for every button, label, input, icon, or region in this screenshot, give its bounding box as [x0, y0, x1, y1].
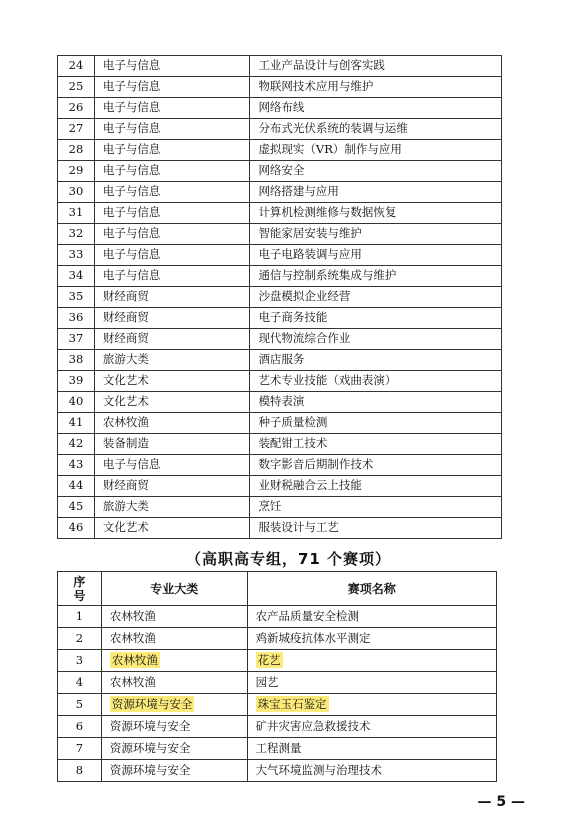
cell-number: 35 — [58, 287, 95, 308]
cell-category: 文化艺术 — [94, 518, 250, 539]
cell-number: 32 — [58, 224, 95, 245]
cell-competition-name: 园艺 — [247, 672, 496, 694]
cell-number: 44 — [58, 476, 95, 497]
table-row — [58, 140, 502, 161]
table-header-row — [58, 572, 497, 606]
highlighted-text: 农林牧渔 — [111, 652, 158, 667]
cell-number: 38 — [58, 350, 95, 371]
cell-number: 3 — [58, 650, 102, 672]
cell-number: 24 — [58, 56, 95, 77]
cell-competition-name: 通信与控制系统集成与维护 — [250, 266, 502, 287]
table-row — [58, 738, 497, 760]
table-row — [58, 672, 497, 694]
cell-category: 旅游大类 — [94, 350, 250, 371]
cell-competition-name: 模特表演 — [250, 392, 502, 413]
table-row — [58, 287, 502, 308]
highlighted-text: 资源环境与安全 — [111, 696, 193, 711]
competition-table-secondary — [57, 55, 502, 539]
cell-competition-name: 装配钳工技术 — [250, 434, 502, 455]
cell-category: 农林牧渔 — [94, 413, 250, 434]
cell-category: 电子与信息 — [94, 266, 250, 287]
header-category: 专业大类 — [101, 572, 247, 606]
cell-competition-name: 工业产品设计与创客实践 — [250, 56, 502, 77]
cell-category: 资源环境与安全 — [101, 760, 247, 782]
cell-competition-name: 数字影音后期制作技术 — [250, 455, 502, 476]
cell-category: 电子与信息 — [94, 119, 250, 140]
cell-category: 财经商贸 — [94, 308, 250, 329]
cell-category: 资源环境与安全 — [101, 716, 247, 738]
cell-number: 40 — [58, 392, 95, 413]
cell-category: 电子与信息 — [94, 140, 250, 161]
cell-category: 电子与信息 — [94, 245, 250, 266]
cell-competition-name: 业财税融合云上技能 — [250, 476, 502, 497]
table-row — [58, 329, 502, 350]
cell-competition-name: 网络搭建与应用 — [250, 182, 502, 203]
cell-number: 2 — [58, 628, 102, 650]
cell-category: 农林牧渔 — [101, 672, 247, 694]
cell-competition-name: 服装设计与工艺 — [250, 518, 502, 539]
cell-competition-name: 工程测量 — [247, 738, 496, 760]
cell-competition-name — [247, 694, 496, 716]
table-row — [58, 371, 502, 392]
table-row — [58, 716, 497, 738]
table-row — [58, 77, 502, 98]
cell-number: 41 — [58, 413, 95, 434]
cell-category: 电子与信息 — [94, 203, 250, 224]
cell-competition-name — [247, 650, 496, 672]
cell-category: 旅游大类 — [94, 497, 250, 518]
table-row — [58, 518, 502, 539]
table-row — [58, 434, 502, 455]
cell-number: 29 — [58, 161, 95, 182]
cell-competition-name: 物联网技术应用与维护 — [250, 77, 502, 98]
cell-category: 电子与信息 — [94, 182, 250, 203]
cell-competition-name: 计算机检测维修与数据恢复 — [250, 203, 502, 224]
table-row — [58, 203, 502, 224]
competition-table-higher-vocational — [57, 571, 497, 782]
cell-competition-name: 酒店服务 — [250, 350, 502, 371]
cell-number: 46 — [58, 518, 95, 539]
table-row — [58, 161, 502, 182]
cell-competition-name: 种子质量检测 — [250, 413, 502, 434]
cell-number: 4 — [58, 672, 102, 694]
cell-competition-name: 现代物流综合作业 — [250, 329, 502, 350]
cell-category: 农林牧渔 — [101, 628, 247, 650]
table-row — [58, 497, 502, 518]
table-row — [58, 56, 502, 77]
cell-category: 文化艺术 — [94, 392, 250, 413]
cell-number: 33 — [58, 245, 95, 266]
cell-competition-name: 沙盘模拟企业经营 — [250, 287, 502, 308]
cell-number: 37 — [58, 329, 95, 350]
cell-number: 8 — [58, 760, 102, 782]
cell-number: 34 — [58, 266, 95, 287]
cell-category: 电子与信息 — [94, 161, 250, 182]
table-row — [58, 392, 502, 413]
cell-category: 资源环境与安全 — [101, 738, 247, 760]
page-number: — 5 — — [477, 794, 525, 810]
cell-competition-name: 烹饪 — [250, 497, 502, 518]
cell-category: 电子与信息 — [94, 56, 250, 77]
table-row — [58, 119, 502, 140]
cell-category: 财经商贸 — [94, 287, 250, 308]
cell-number: 31 — [58, 203, 95, 224]
highlighted-text: 珠宝玉石鉴定 — [257, 696, 327, 711]
table-row — [58, 308, 502, 329]
cell-number: 5 — [58, 694, 102, 716]
cell-competition-name: 艺术专业技能（戏曲表演） — [250, 371, 502, 392]
cell-number: 30 — [58, 182, 95, 203]
cell-competition-name: 电子电路装调与应用 — [250, 245, 502, 266]
table-row — [58, 98, 502, 119]
table-row — [58, 760, 497, 782]
cell-category: 农林牧渔 — [101, 606, 247, 628]
cell-competition-name: 分布式光伏系统的装调与运维 — [250, 119, 502, 140]
cell-category: 财经商贸 — [94, 329, 250, 350]
table-row — [58, 182, 502, 203]
cell-number: 6 — [58, 716, 102, 738]
cell-competition-name: 网络安全 — [250, 161, 502, 182]
table-row — [58, 628, 497, 650]
cell-category: 财经商贸 — [94, 476, 250, 497]
cell-category: 装备制造 — [94, 434, 250, 455]
cell-competition-name: 电子商务技能 — [250, 308, 502, 329]
cell-number: 7 — [58, 738, 102, 760]
cell-number: 25 — [58, 77, 95, 98]
header-name: 赛项名称 — [247, 572, 496, 606]
cell-competition-name: 大气环境监测与治理技术 — [247, 760, 496, 782]
cell-competition-name: 农产品质量安全检测 — [247, 606, 496, 628]
cell-competition-name: 虚拟现实（VR）制作与应用 — [250, 140, 502, 161]
cell-number: 45 — [58, 497, 95, 518]
table-row — [58, 413, 502, 434]
cell-number: 39 — [58, 371, 95, 392]
cell-category: 电子与信息 — [94, 77, 250, 98]
cell-competition-name: 鸡新城疫抗体水平测定 — [247, 628, 496, 650]
table-row — [58, 606, 497, 628]
cell-number: 27 — [58, 119, 95, 140]
table-row — [58, 245, 502, 266]
table-row — [58, 224, 502, 245]
highlighted-text: 花艺 — [257, 652, 281, 667]
table-row — [58, 650, 497, 672]
header-seq — [58, 572, 102, 606]
table-row — [58, 694, 497, 716]
section-heading: （高职高专组，71 个赛项） — [185, 550, 392, 568]
cell-number: 28 — [58, 140, 95, 161]
table-row — [58, 266, 502, 287]
cell-category — [101, 694, 247, 716]
header-seq-label: 序号 — [73, 574, 86, 603]
table-row — [58, 476, 502, 497]
cell-competition-name: 网络布线 — [250, 98, 502, 119]
cell-number: 36 — [58, 308, 95, 329]
cell-competition-name: 智能家居安装与维护 — [250, 224, 502, 245]
cell-number: 26 — [58, 98, 95, 119]
cell-category: 电子与信息 — [94, 455, 250, 476]
competition-table-body — [58, 606, 497, 782]
cell-category: 电子与信息 — [94, 98, 250, 119]
cell-category — [101, 650, 247, 672]
cell-category: 电子与信息 — [94, 224, 250, 245]
table-row — [58, 455, 502, 476]
cell-number: 1 — [58, 606, 102, 628]
cell-category: 文化艺术 — [94, 371, 250, 392]
table-row — [58, 350, 502, 371]
cell-competition-name: 矿井灾害应急救援技术 — [247, 716, 496, 738]
cell-number: 43 — [58, 455, 95, 476]
competition-table-body — [58, 56, 502, 539]
cell-number: 42 — [58, 434, 95, 455]
